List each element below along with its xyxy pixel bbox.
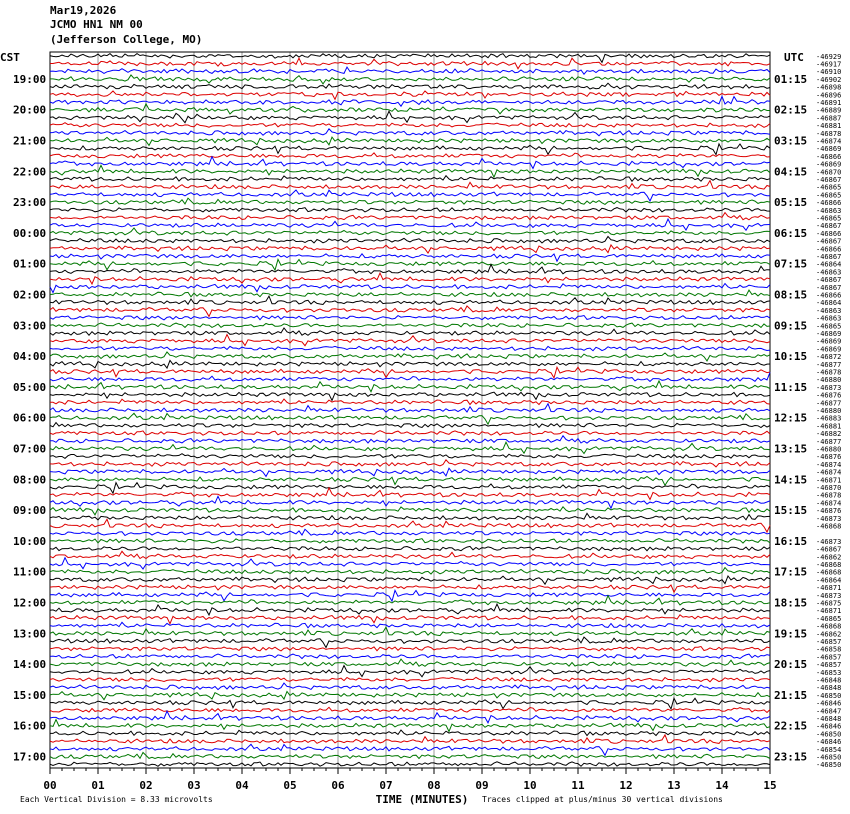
left-hour-label: 17:00	[13, 750, 47, 764]
trace-23	[50, 228, 770, 235]
trace-55	[50, 477, 770, 486]
trace-offset-label: -46867	[816, 176, 842, 184]
left-hour-label: 05:00	[13, 380, 47, 394]
trace-49	[50, 431, 770, 436]
trace-4	[50, 83, 770, 89]
right-hour-label: 18:15	[774, 596, 808, 610]
trace-offset-label: -46869	[816, 337, 842, 346]
trace-51	[50, 442, 770, 453]
x-tick-label: 14	[715, 779, 729, 792]
trace-50	[50, 436, 770, 443]
x-axis-title: TIME (MINUTES)	[375, 793, 469, 806]
trace-81	[50, 677, 770, 681]
trace-offset-label: -46881	[816, 122, 842, 131]
x-tick-label: 02	[139, 779, 153, 792]
station-label: JCMO HN1 NM 00	[50, 18, 143, 31]
trace-offset-label: -46863	[816, 206, 842, 215]
right-hour-label: 03:15	[774, 134, 808, 148]
trace-layer	[50, 54, 770, 767]
trace-52	[50, 454, 770, 459]
trace-offset-label: -46868	[816, 522, 842, 531]
trace-66	[50, 558, 770, 569]
x-tick-label: 08	[427, 779, 441, 792]
trace-offset-label: -46868	[816, 568, 842, 577]
trace-64	[50, 546, 770, 550]
trace-62	[50, 529, 770, 535]
trace-5	[50, 91, 770, 99]
trace-offset-label: -46867	[816, 283, 842, 292]
left-hour-label: 15:00	[13, 688, 47, 702]
right-hour-label: 20:15	[774, 658, 808, 672]
x-tick-label: 15	[763, 779, 777, 792]
trace-offset-label: -46850	[816, 761, 842, 770]
trace-83	[50, 692, 770, 700]
left-hour-label: 00:00	[13, 226, 47, 240]
trace-69	[50, 585, 770, 592]
trace-70	[50, 590, 770, 601]
trace-offset-label: -46917	[816, 60, 842, 69]
trace-offset-label: -46867	[816, 222, 842, 231]
footer-right-note: Traces clipped at plus/minus 30 vertical divisions	[482, 795, 723, 804]
trace-38	[50, 346, 770, 351]
trace-offset-label: -46869	[816, 145, 842, 154]
right-hour-label: 13:15	[774, 442, 808, 456]
trace-58	[50, 496, 770, 508]
trace-41	[50, 367, 770, 378]
trace-10	[50, 129, 770, 136]
right-hour-label: 21:15	[774, 688, 808, 702]
trace-offset-label: -46865	[816, 214, 842, 223]
right-axis-label: UTC	[784, 51, 804, 64]
trace-59	[50, 507, 770, 515]
right-hour-label: 14:15	[774, 473, 808, 487]
x-tick-label: 03	[187, 779, 201, 792]
trace-88	[50, 730, 770, 736]
right-hour-label: 04:15	[774, 165, 808, 179]
trace-offset-label: -46857	[816, 653, 842, 662]
trace-25	[50, 245, 770, 253]
trace-78	[50, 654, 770, 659]
trace-65	[50, 551, 770, 558]
trace-16	[50, 176, 770, 182]
trace-90	[50, 744, 770, 755]
right-hour-label: 16:15	[774, 534, 808, 548]
trace-offset-label: -46867	[816, 276, 842, 285]
trace-offset-label: -46868	[816, 622, 842, 631]
trace-85	[50, 707, 770, 712]
trace-offset-label: -46866	[816, 199, 842, 208]
trace-offset-label: -46881	[816, 422, 842, 431]
trace-offset-label: -46871	[816, 476, 842, 485]
trace-offset-label: -46865	[816, 183, 842, 192]
trace-7	[50, 104, 770, 114]
left-hour-label: 07:00	[13, 442, 47, 456]
trace-72	[50, 604, 770, 615]
trace-offset-label: -46866	[816, 245, 842, 254]
trace-offset-label: -46877	[816, 437, 842, 446]
trace-offset-label: -46929	[816, 52, 842, 61]
trace-12	[50, 144, 770, 155]
trace-45	[50, 399, 770, 405]
trace-offset-label: -46848	[816, 715, 842, 723]
trace-offset-label: -46866	[816, 152, 842, 161]
trace-offset-label: -46867	[816, 545, 842, 554]
trace-57	[50, 488, 770, 500]
trace-offset-label: -46874	[816, 460, 842, 469]
trace-offset-label: -46876	[816, 453, 842, 462]
left-hour-label: 03:00	[13, 319, 47, 333]
x-tick-label: 07	[379, 779, 393, 792]
trace-offset-label: -46877	[816, 360, 842, 369]
left-hour-label: 23:00	[13, 196, 47, 210]
trace-56	[50, 483, 770, 494]
trace-80	[50, 666, 770, 677]
trace-36	[50, 328, 770, 335]
trace-offset-label: -46896	[816, 91, 842, 100]
trace-offset-label: -46874	[816, 468, 842, 477]
trace-offset-label: -46873	[816, 537, 842, 546]
trace-offset-label: -46870	[816, 168, 842, 177]
trace-34	[50, 316, 770, 320]
trace-44	[50, 392, 770, 400]
left-hour-label: 12:00	[13, 596, 47, 610]
right-hour-label: 07:15	[774, 257, 808, 271]
trace-27	[50, 259, 770, 270]
left-hour-label: 22:00	[13, 165, 47, 179]
label-layer	[0, 51, 841, 806]
trace-3	[50, 75, 770, 84]
trace-offset-label: -46887	[816, 114, 842, 123]
x-tick-label: 09	[475, 779, 489, 792]
trace-offset-label: -46869	[816, 160, 842, 169]
right-hour-label: 19:15	[774, 627, 808, 641]
trace-offset-label: -46898	[816, 83, 842, 92]
x-tick-label: 04	[235, 779, 249, 792]
trace-offset-label: -46846	[816, 699, 842, 708]
trace-75	[50, 627, 770, 636]
right-hour-label: 09:15	[774, 319, 808, 333]
trace-offset-label: -46871	[816, 607, 842, 616]
trace-15	[50, 165, 770, 177]
trace-offset-label: -46883	[816, 414, 842, 423]
trace-offset-label: -46873	[816, 591, 842, 600]
footer-left-note: Each Vertical Division = 8.33 microvolts	[20, 795, 213, 804]
trace-26	[50, 254, 770, 261]
trace-offset-label: -46872	[816, 353, 842, 362]
trace-offset-label: -46869	[816, 345, 842, 354]
trace-offset-label: -46865	[816, 322, 842, 331]
trace-77	[50, 647, 770, 651]
trace-76	[50, 637, 770, 647]
location-label: (Jefferson College, MO)	[50, 33, 203, 46]
right-hour-label: 17:15	[774, 565, 808, 579]
trace-47	[50, 413, 770, 424]
trace-53	[50, 460, 770, 467]
left-hour-label: 02:00	[13, 288, 47, 302]
trace-17	[50, 181, 770, 190]
trace-79	[50, 659, 770, 666]
trace-68	[50, 576, 770, 584]
trace-offset-label: -46858	[816, 645, 842, 654]
trace-offset-label: -46865	[816, 614, 842, 623]
trace-offset-label: -46867	[816, 237, 842, 246]
trace-offset-label: -46880	[816, 445, 842, 454]
trace-32	[50, 296, 770, 304]
trace-offset-label: -46876	[816, 507, 842, 516]
trace-82	[50, 683, 770, 690]
trace-offset-label: -46857	[816, 638, 842, 646]
trace-offset-label: -46866	[816, 291, 842, 300]
trace-28	[50, 265, 770, 274]
left-hour-label: 09:00	[13, 504, 47, 518]
trace-21	[50, 213, 770, 220]
trace-13	[50, 153, 770, 158]
trace-19	[50, 198, 770, 204]
x-tick-label: 05	[283, 779, 297, 792]
trace-offset-label: -46857	[816, 661, 842, 670]
trace-offset-label: -46882	[816, 430, 842, 439]
right-hour-label: 08:15	[774, 288, 808, 302]
trace-48	[50, 423, 770, 428]
x-tick-label: 00	[43, 779, 57, 792]
trace-61	[50, 519, 770, 532]
left-hour-label: 21:00	[13, 134, 47, 148]
left-hour-label: 01:00	[13, 257, 47, 271]
trace-offset-label: -46864	[816, 260, 842, 269]
right-hour-label: 02:15	[774, 103, 808, 117]
trace-offset-label: -46876	[816, 391, 842, 400]
trace-offset-label: -46863	[816, 268, 842, 277]
trace-1	[50, 58, 770, 68]
trace-offset-label: -46869	[816, 330, 842, 338]
right-hour-label: 05:15	[774, 196, 808, 210]
trace-offset-label: -46873	[816, 514, 842, 523]
right-hour-label: 15:15	[774, 504, 808, 518]
trace-0	[50, 54, 770, 63]
trace-offset-label: -46863	[816, 306, 842, 315]
trace-20	[50, 208, 770, 212]
trace-offset-label: -46848	[816, 684, 842, 693]
trace-9	[50, 123, 770, 128]
trace-offset-label: -46863	[816, 314, 842, 323]
x-tick-label: 13	[667, 779, 681, 792]
date-label: Mar19,2026	[50, 4, 117, 17]
left-hour-label: 08:00	[13, 473, 47, 487]
trace-offset-label: -46878	[816, 368, 842, 377]
trace-24	[50, 237, 770, 244]
trace-offset-label: -46880	[816, 407, 842, 415]
left-hour-label: 20:00	[13, 103, 47, 117]
trace-offset-label: -46864	[816, 576, 842, 585]
left-axis-label: CST	[0, 51, 20, 64]
trace-offset-label: -46866	[816, 229, 842, 238]
right-hour-label: 10:15	[774, 350, 808, 364]
trace-offset-label: -46874	[816, 137, 842, 146]
trace-11	[50, 137, 770, 145]
trace-92	[50, 762, 770, 767]
trace-6	[50, 96, 770, 106]
trace-offset-label: -46862	[816, 630, 842, 639]
trace-offset-label: -46850	[816, 753, 842, 762]
trace-74	[50, 622, 770, 628]
trace-offset-label: -46850	[816, 730, 842, 739]
right-hour-label: 12:15	[774, 411, 808, 425]
trace-offset-label: -46853	[816, 668, 842, 677]
left-hour-label: 10:00	[13, 534, 47, 548]
trace-14	[50, 157, 770, 169]
trace-40	[50, 360, 770, 368]
trace-86	[50, 711, 770, 723]
trace-offset-label: -46864	[816, 299, 842, 308]
trace-67	[50, 568, 770, 575]
left-hour-label: 14:00	[13, 658, 47, 672]
trace-60	[50, 513, 770, 520]
trace-offset-label: -46873	[816, 383, 842, 392]
trace-offset-label: -46847	[816, 707, 842, 716]
trace-33	[50, 306, 770, 316]
trace-offset-label: -46846	[816, 738, 842, 747]
trace-63	[50, 539, 770, 544]
trace-54	[50, 468, 770, 476]
trace-offset-label: -46889	[816, 106, 842, 115]
right-hour-label: 01:15	[774, 72, 808, 86]
trace-offset-label: -46865	[816, 191, 842, 200]
trace-offset-label: -46868	[816, 561, 842, 569]
left-hour-label: 06:00	[13, 411, 47, 425]
trace-offset-label: -46874	[816, 499, 842, 508]
x-tick-label: 12	[619, 779, 633, 792]
trace-offset-label: -46848	[816, 676, 842, 685]
trace-offset-label: -46880	[816, 376, 842, 385]
trace-39	[50, 352, 770, 361]
x-tick-label: 06	[331, 779, 345, 792]
left-hour-label: 11:00	[13, 565, 47, 579]
x-tick-label: 11	[571, 779, 585, 792]
trace-offset-label: -46850	[816, 691, 842, 700]
trace-offset-label: -46870	[816, 484, 842, 492]
left-hour-label: 04:00	[13, 350, 47, 364]
trace-offset-label: -46875	[816, 599, 842, 608]
trace-31	[50, 290, 770, 297]
trace-offset-label: -46902	[816, 75, 842, 84]
x-tick-label: 01	[91, 779, 105, 792]
trace-offset-label: -46910	[816, 68, 842, 77]
right-hour-label: 22:15	[774, 719, 808, 733]
trace-offset-label: -46878	[816, 491, 842, 500]
trace-offset-label: -46871	[816, 584, 842, 593]
trace-71	[50, 596, 770, 605]
trace-offset-label: -46877	[816, 399, 842, 408]
trace-offset-label: -46862	[816, 553, 842, 562]
trace-8	[50, 111, 770, 123]
trace-35	[50, 323, 770, 327]
left-hour-label: 16:00	[13, 719, 47, 733]
trace-43	[50, 381, 770, 392]
trace-offset-label: -46878	[816, 129, 842, 138]
trace-46	[50, 404, 770, 413]
trace-84	[50, 698, 770, 709]
right-hour-label: 06:15	[774, 226, 808, 240]
trace-offset-label: -46867	[816, 253, 842, 261]
trace-offset-label: -46891	[816, 99, 842, 107]
x-tick-label: 10	[523, 779, 537, 792]
trace-30	[50, 284, 770, 293]
trace-18	[50, 190, 770, 201]
trace-2	[50, 67, 770, 74]
trace-87	[50, 720, 770, 732]
trace-offset-label: -46854	[816, 745, 842, 754]
left-hour-label: 19:00	[13, 72, 47, 86]
right-hour-label: 23:15	[774, 750, 808, 764]
trace-73	[50, 615, 770, 624]
trace-offset-label: -46846	[816, 722, 842, 731]
trace-37	[50, 335, 770, 346]
trace-91	[50, 753, 770, 759]
trace-29	[50, 273, 770, 284]
trace-89	[50, 735, 770, 744]
right-hour-label: 11:15	[774, 380, 808, 394]
left-hour-label: 13:00	[13, 627, 47, 641]
trace-22	[50, 219, 770, 230]
